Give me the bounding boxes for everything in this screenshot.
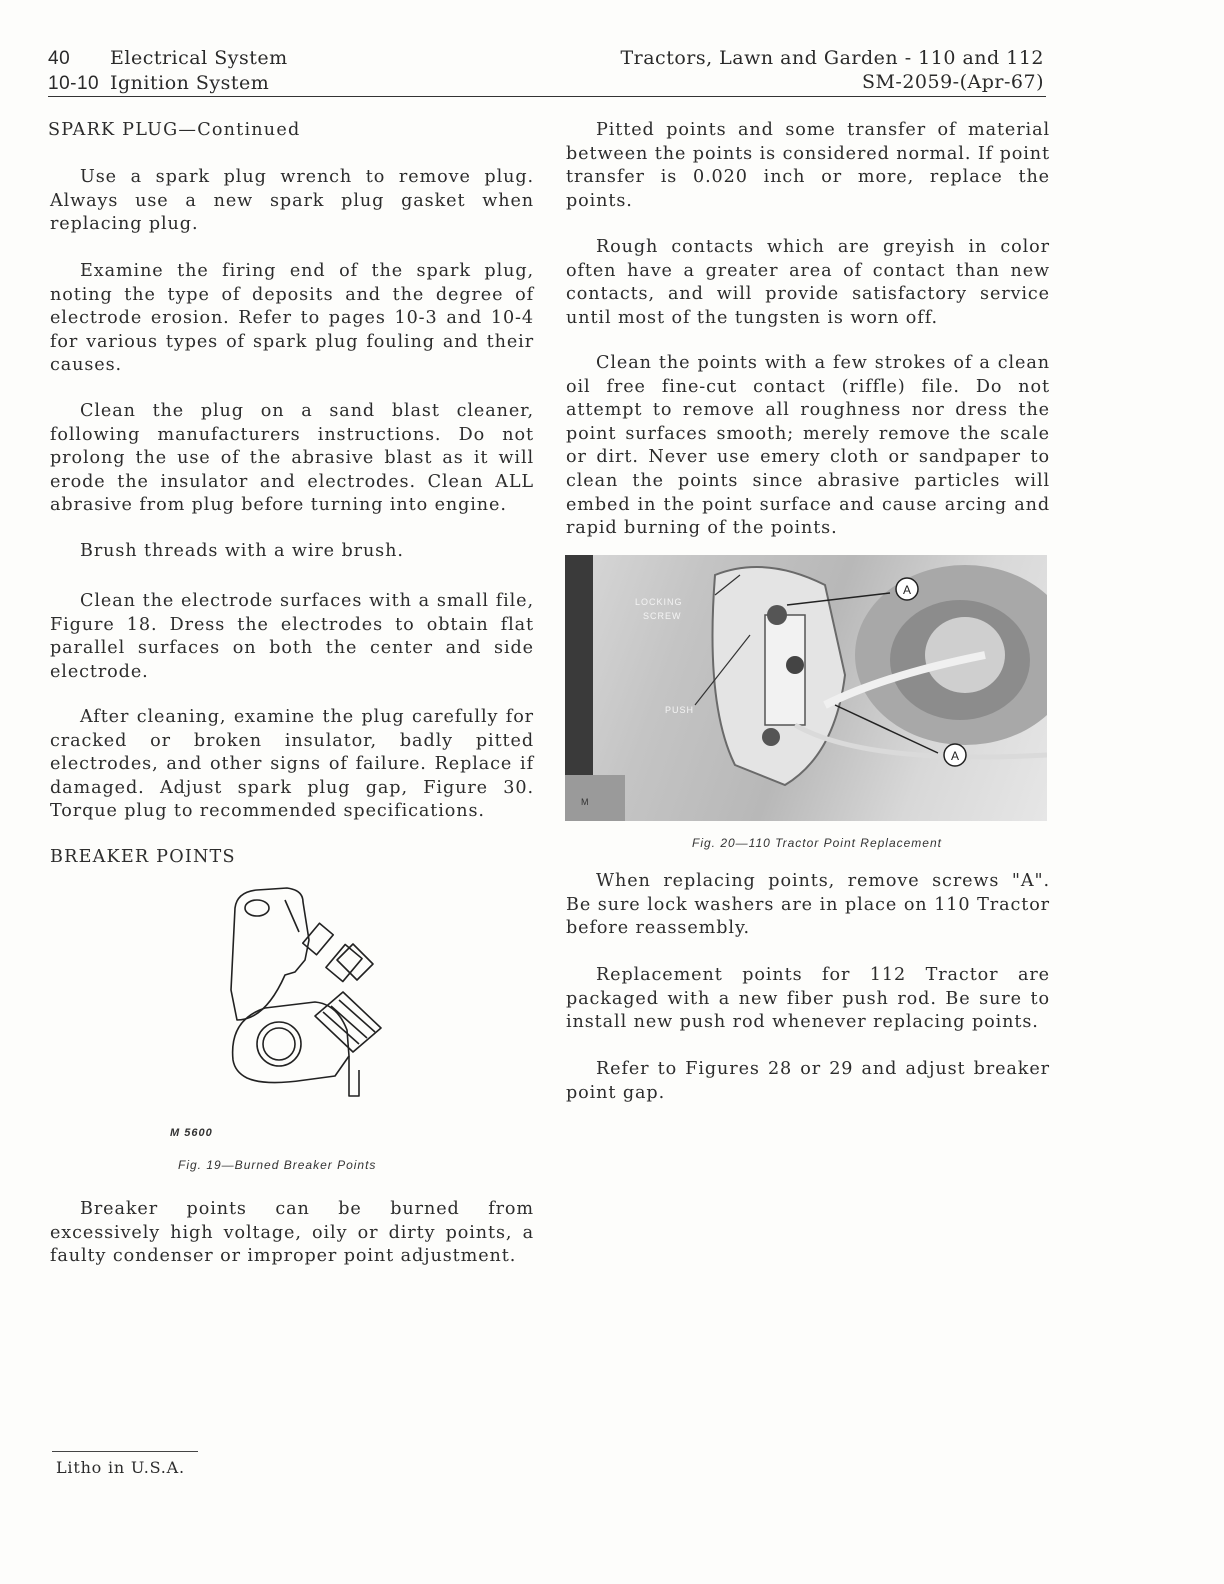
paragraph-text: Clean the plug on a sand blast cleaner, following manufacturers instructions. Do not prolong the use of the abrasive blast as it will erode the insulator and electrodes. Clean ALL abrasive from plug before turning into engine. — [50, 401, 534, 516]
paragraph-text: Clean the electrode surfaces with a small file, Figure 18. Dress the electrodes to obtain flat parallel surfaces on both the center and side electrode. — [50, 591, 534, 682]
left-paragraph-4 — [50, 540, 534, 564]
manual-title: Tractors, Lawn and Garden - 110 and 112 — [620, 47, 1044, 69]
right-paragraph-2 — [566, 236, 1050, 330]
photo-label-locking: LOCKING — [635, 597, 683, 607]
figure-20-caption: Fig. 20—110 Tractor Point Replacement — [692, 836, 942, 850]
litho-footer: Litho in U.S.A. — [56, 1458, 185, 1477]
left-paragraph-5 — [50, 590, 534, 684]
paragraph-text: Replacement points for 112 Tractor are packaged with a new fiber push rod. Be sure to install new push rod whenever replacing points. — [566, 965, 1050, 1033]
left-paragraph-3 — [50, 400, 534, 518]
header-left — [48, 46, 288, 96]
right-paragraph-1 — [566, 119, 1050, 213]
subsection-number: 10-10 — [48, 73, 100, 94]
photo-label-push: PUSH — [665, 705, 695, 715]
header-rule — [48, 96, 1046, 97]
right-paragraph-3 — [566, 352, 1050, 541]
tractor-point-replacement-photo — [565, 555, 1047, 821]
figure-19-code: M 5600 — [170, 1127, 213, 1139]
paragraph-text: Clean the points with a few strokes of a clean oil free fine-cut contact (riffle) file. Do not attempt to remove all roughness nor dress the point surfaces smooth; merely remove the scale or dirt. Never use emery cloth or sandpaper to clean the points since abrasive particles will embed in the point surface and cause arcing and rapid burning of the points. — [566, 353, 1050, 539]
breaker-points-heading: BREAKER POINTS — [50, 847, 236, 867]
header-right — [620, 46, 1044, 94]
burned-breaker-points-drawing — [225, 880, 395, 1130]
photo-label-screw: SCREW — [643, 611, 682, 621]
paragraph-text: Rough contacts which are greyish in color often have a greater area of contact than new contacts, and will provide satisfactory service until most of the tungsten is worn off. — [566, 237, 1050, 328]
callout-a-top: A — [902, 583, 912, 597]
figure-19-caption: Fig. 19—Burned Breaker Points — [178, 1158, 377, 1172]
right-paragraph-4 — [566, 870, 1050, 941]
left-paragraph-1 — [50, 166, 534, 237]
page-number: 40 — [48, 48, 71, 69]
photo-illustration — [565, 555, 1047, 821]
manual-code: SM-2059-(Apr-67) — [861, 71, 1044, 93]
left-paragraph-6 — [50, 706, 534, 824]
paragraph-text: When replacing points, remove screws "A". Be sure lock washers are in place on 110 Tractor before reassembly. — [566, 871, 1050, 939]
left-paragraph-2 — [50, 260, 534, 378]
paragraph-text: Examine the firing end of the spark plug, noting the type of deposits and the degree of electrode erosion. Refer to pages 10-3 and 10-4 for various types of spark plug fouling and their causes. — [50, 261, 534, 376]
paragraph-text: Use a spark plug wrench to remove plug. Always use a new spark plug gasket when replacing plug. — [50, 167, 534, 235]
left-paragraph-breaker — [50, 1198, 534, 1269]
paragraph-text: After cleaning, examine the plug carefully for cracked or broken insulator, badly pitted electrodes, and other signs of failure. Replace if damaged. Adjust spark plug gap, Figure 30. Torque plug to recommended specifications. — [50, 707, 534, 822]
section-title: Electrical System — [110, 47, 288, 69]
paragraph-text: Pitted points and some transfer of material between the points is considered normal. If point transfer is 0.020 inch or more, replace the points. — [566, 120, 1050, 211]
spark-plug-heading: SPARK PLUG—Continued — [48, 120, 301, 140]
right-paragraph-6 — [566, 1058, 1050, 1105]
paragraph-text: Brush threads with a wire brush. — [80, 541, 404, 561]
paragraph-text: Refer to Figures 28 or 29 and adjust breaker point gap. — [566, 1059, 1050, 1103]
callout-a-bottom: A — [950, 749, 960, 763]
photo-code: M — [581, 797, 589, 807]
subsection-title: Ignition System — [110, 72, 270, 94]
footer-rule — [52, 1451, 198, 1452]
right-paragraph-5 — [566, 964, 1050, 1035]
paragraph-text: Breaker points can be burned from excessively high voltage, oily or dirty points, a faulty condenser or improper point adjustment. — [50, 1199, 534, 1267]
